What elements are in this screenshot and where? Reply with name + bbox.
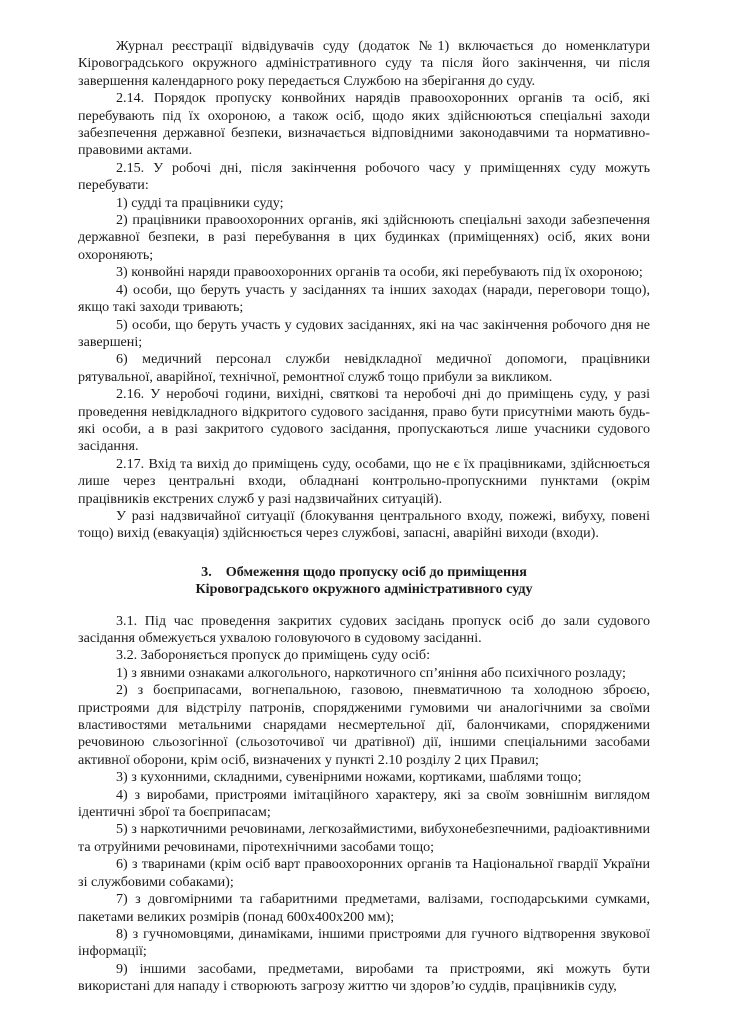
section-heading-line-1 — [78, 564, 650, 581]
list-item-2-15-6: 6) медичний персонал служби невідкладної медичної допомоги, працівники рятувальної, аварійної, технічної, ремонтної служб тощо прибули за викликом. — [78, 351, 650, 385]
paragraph-2-17: 2.17. Вхід та вихід до приміщень суду, особами, що не є їх працівниками, здійснюється лише через центральні входи, обладнані контрольно-пропускними пунктами (окрім працівників екстрених служб у разі надзвичайних ситуацій). — [78, 455, 650, 507]
document-page — [78, 38, 650, 996]
list-item-3-2-4: 4) з виробами, пристроями імітаційного характеру, які за своїм зовнішнім виглядом ідентичні зброї та боєприпасам; — [78, 786, 650, 821]
spacer — [78, 599, 650, 613]
section-3-heading — [78, 564, 650, 599]
paragraph-2-16: 2.16. У неробочі години, вихідні, святкові та неробочі дні до приміщень суду, у разі проведення невідкладного відкритого судового засідання, право бути присутніми мають будь-які особи, а в разі закритого судового засідання, пропускаються лише учасники судового засідання. — [78, 386, 650, 455]
list-item-2-15-5: 5) особи, що беруть участь у судових засіданнях, які на час закінчення робочого дня не завершені; — [78, 316, 650, 350]
paragraph-visitor-journal: Журнал реєстрації відвідувачів суду (додаток №1) включається до номенклатури Кіровоградського окружного адміністративного суду та після його закінчення, чи після завершення календарного року передається Службою на зберігання до суду. — [78, 38, 650, 89]
section-title-part-1: Обмеження щодо пропуску осіб до приміщення — [225, 563, 527, 580]
list-item-3-2-7: 7) з довгомірними та габаритними предметами, валізами, господарськими сумками, пакетами великих розмірів (понад 600х400х200 мм); — [78, 891, 650, 925]
paragraph-2-14: 2.14. Порядок пропуску конвойних нарядів правоохоронних органів та осіб, які перебувають під їх охороною, а також осіб, щодо яких здійснюються спеціальні заходи забезпечення державної безпеки, визначається відповідними законодавчими та нормативно-правовими актами. — [78, 90, 650, 159]
list-item-2-15-4: 4) особи, що беруть участь у засіданнях та інших заходах (наради, переговори тощо), якщо такі заходи тривають; — [78, 281, 650, 316]
list-item-3-2-6: 6) з тваринами (крім осіб варт правоохоронних органів та Національної гвардії України зі службовими собаками); — [78, 856, 650, 890]
paragraph-3-2: 3.2. Забороняється пропуск до приміщень суду осіб: — [116, 647, 430, 664]
list-item-3-2-5: 5) з наркотичними речовинами, легкозаймистими, вибухонебезпечними, радіоактивними та отруйними речовинами, піротехнічними засобами тощо; — [78, 821, 650, 855]
list-item-3-2-1: 1) з явними ознаками алкогольного, наркотичного сп’яніння або психічного розладу; — [116, 664, 626, 681]
spacer — [78, 543, 650, 564]
list-item-3-2-8: 8) з гучномовцями, динаміками, іншими пристроями для гучного відтворення звукової інформації; — [78, 925, 650, 960]
section-2-body — [78, 38, 650, 543]
list-item-3-2-9: 9) іншими засобами, предметами, виробами та пристроями, які можуть бути використані для нападу і створюють загрозу життю чи здоров’ю суддів, працівників суду, — [78, 960, 650, 995]
list-item-2-15-2: 2) працівники правоохоронних органів, які здійснюють спеціальні заходи забезпечення державної безпеки, в разі перебування в цих будинках (приміщеннях) осіб, яких вони охороняють; — [78, 212, 650, 263]
list-item-3-2-2: 2) з боєприпасами, вогнепальною, газовою, пневматичною та холодною зброєю, пристроями для відстрілу патронів, спорядженими гумовими чи аналогічними за своїми властивостями метальними снарядами несмертельної дії, балончиками, спорядженими речовиною сльозогінної (сльозоточивої чи дратівної) дії, іншими спеціальними засобами активної оборони, крім осіб, визначених у пункті 2.10 розділу 2 цих Правил; — [78, 682, 650, 768]
section-heading-line-2: Кіровоградського окружного адміністративного суду — [195, 581, 533, 598]
section-number: 3. — [201, 563, 212, 580]
list-item-2-15-1: 1) судді та працівники суду; — [116, 194, 284, 211]
section-3-body — [78, 613, 650, 996]
list-item-2-15-3: 3) конвойні наряди правоохоронних органів та особи, які перебувають під їх охороною; — [116, 264, 643, 281]
paragraph-emergency-exit: У разі надзвичайної ситуації (блокування центрального входу, пожежі, вибуху, повені тощо) вихід (евакуація) здійснюється через службові, запасні, аварійні виходи (входи). — [78, 507, 650, 542]
list-item-3-2-3: 3) з кухонними, складними, сувенірними ножами, кортиками, шаблями тощо; — [116, 769, 582, 786]
paragraph-3-1: 3.1. Під час проведення закритих судових засідань пропуск осіб до зали судового засідання обмежується ухвалою головуючого в судовому засіданні. — [78, 612, 650, 646]
paragraph-2-15: 2.15. У робочі дні, після закінчення робочого часу у приміщеннях суду можуть перебувати: — [78, 159, 650, 194]
